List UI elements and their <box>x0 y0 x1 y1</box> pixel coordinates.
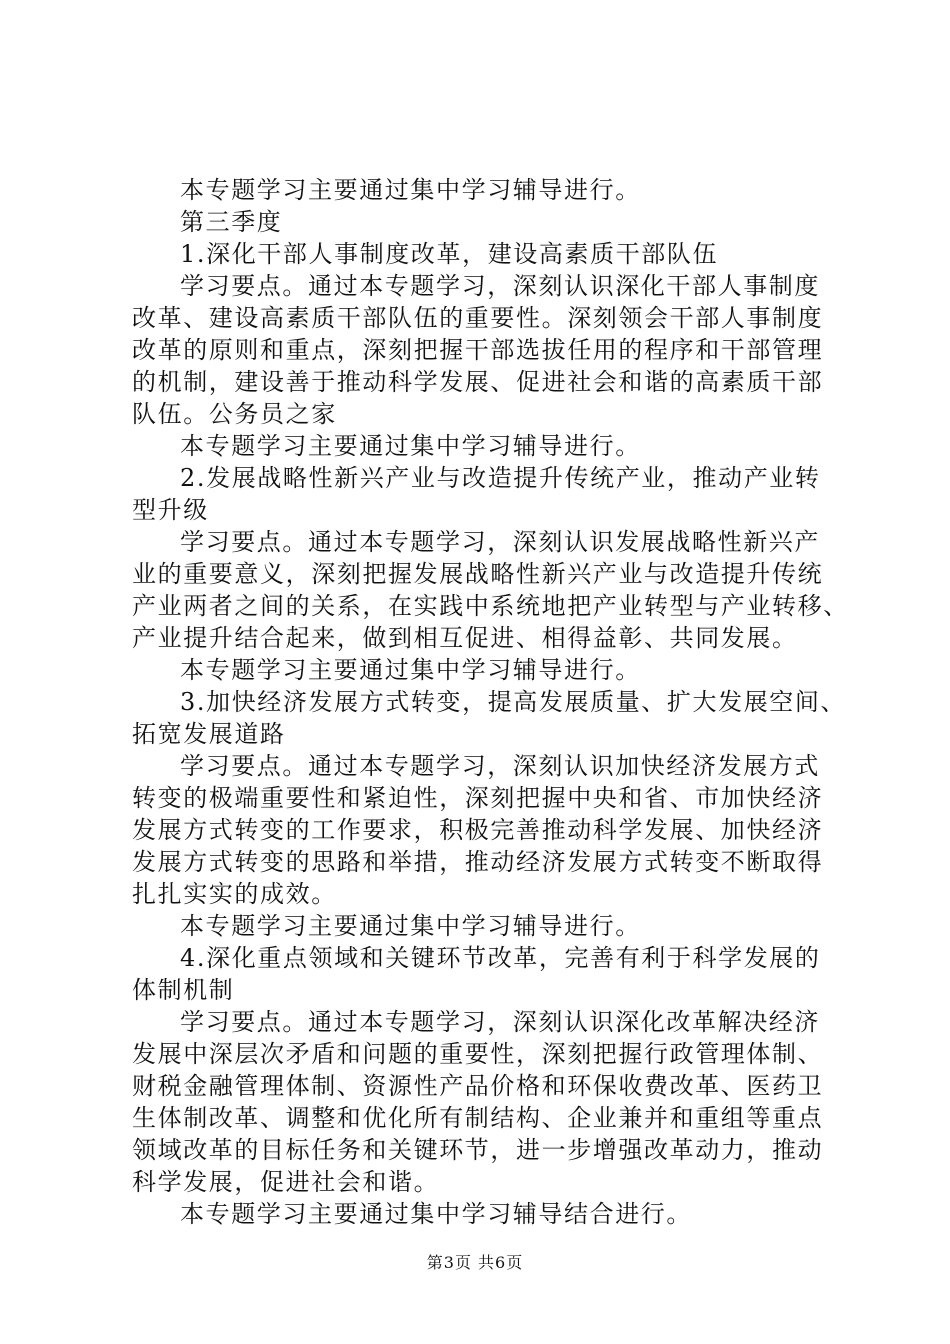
topic-heading-2: 2.发展战略性新兴产业与改造提升传统产业，推动产业转 <box>180 464 821 492</box>
paragraph-line: 队伍。公务员之家 <box>132 400 337 428</box>
paragraph-line: 学习要点。通过本专题学习，深刻认识发展战略性新兴产 <box>180 528 820 556</box>
section-heading: 第三季度 <box>180 208 283 236</box>
paragraph-line: 发展中深层次矛盾和问题的重要性，深刻把握行政管理体制、 <box>132 1040 824 1068</box>
paragraph-line: 发展方式转变的思路和举措，推动经济发展方式转变不断取得 <box>132 848 824 876</box>
paragraph-line: 学习要点。通过本专题学习，深刻认识加快经济发展方式 <box>180 752 820 780</box>
topic-heading-4-cont: 体制机制 <box>132 976 235 1004</box>
paragraph-line: 本专题学习主要通过集中学习辅导结合进行。 <box>180 1200 692 1228</box>
paragraph-line: 发展方式转变的工作要求，积极完善推动科学发展、加快经济 <box>132 816 824 844</box>
paragraph-line: 本专题学习主要通过集中学习辅导进行。 <box>180 912 641 940</box>
topic-heading-3: 3.加快经济发展方式转变，提高发展质量、扩大发展空间、 <box>180 688 847 716</box>
paragraph-line: 学习要点。通过本专题学习，深刻认识深化干部人事制度 <box>180 272 820 300</box>
topic-heading-4: 4.深化重点领域和关键环节改革，完善有利于科学发展的 <box>180 944 821 972</box>
paragraph-line: 扎扎实实的成效。 <box>132 880 337 908</box>
paragraph-line: 产业两者之间的关系，在实践中系统地把产业转型与产业转移、 <box>132 592 849 620</box>
topic-heading-2-cont: 型升级 <box>132 496 209 524</box>
paragraph-line: 学习要点。通过本专题学习，深刻认识深化改革解决经济 <box>180 1008 820 1036</box>
paragraph-line: 生体制改革、调整和优化所有制结构、企业兼并和重组等重点 <box>132 1104 824 1132</box>
topic-heading-3-cont: 拓宽发展道路 <box>132 720 286 748</box>
paragraph-line: 的机制，建设善于推动科学发展、促进社会和谐的高素质干部 <box>132 368 824 396</box>
paragraph-line: 产业提升结合起来，做到相互促进、相得益彰、共同发展。 <box>132 624 798 652</box>
paragraph-line: 改革的原则和重点，深刻把握干部选拔任用的程序和干部管理 <box>132 336 824 364</box>
paragraph-line: 业的重要意义，深刻把握发展战略性新兴产业与改造提升传统 <box>132 560 824 588</box>
paragraph-line: 本专题学习主要通过集中学习辅导进行。 <box>180 176 641 204</box>
paragraph-line: 本专题学习主要通过集中学习辅导进行。 <box>180 432 641 460</box>
paragraph-line: 转变的极端重要性和紧迫性，深刻把握中央和省、市加快经济 <box>132 784 824 812</box>
topic-heading-1: 1.深化干部人事制度改革，建设高素质干部队伍 <box>180 240 719 268</box>
paragraph-line: 财税金融管理体制、资源性产品价格和环保收费改革、医药卫 <box>132 1072 824 1100</box>
paragraph-line: 本专题学习主要通过集中学习辅导进行。 <box>180 656 641 684</box>
page-number: 第3页 共6页 <box>426 1253 524 1272</box>
paragraph-line: 领域改革的目标任务和关键环节，进一步增强改革动力，推动 <box>132 1136 824 1164</box>
paragraph-line: 改革、建设高素质干部队伍的重要性。深刻领会干部人事制度 <box>132 304 824 332</box>
paragraph-line: 科学发展，促进社会和谐。 <box>132 1168 440 1196</box>
